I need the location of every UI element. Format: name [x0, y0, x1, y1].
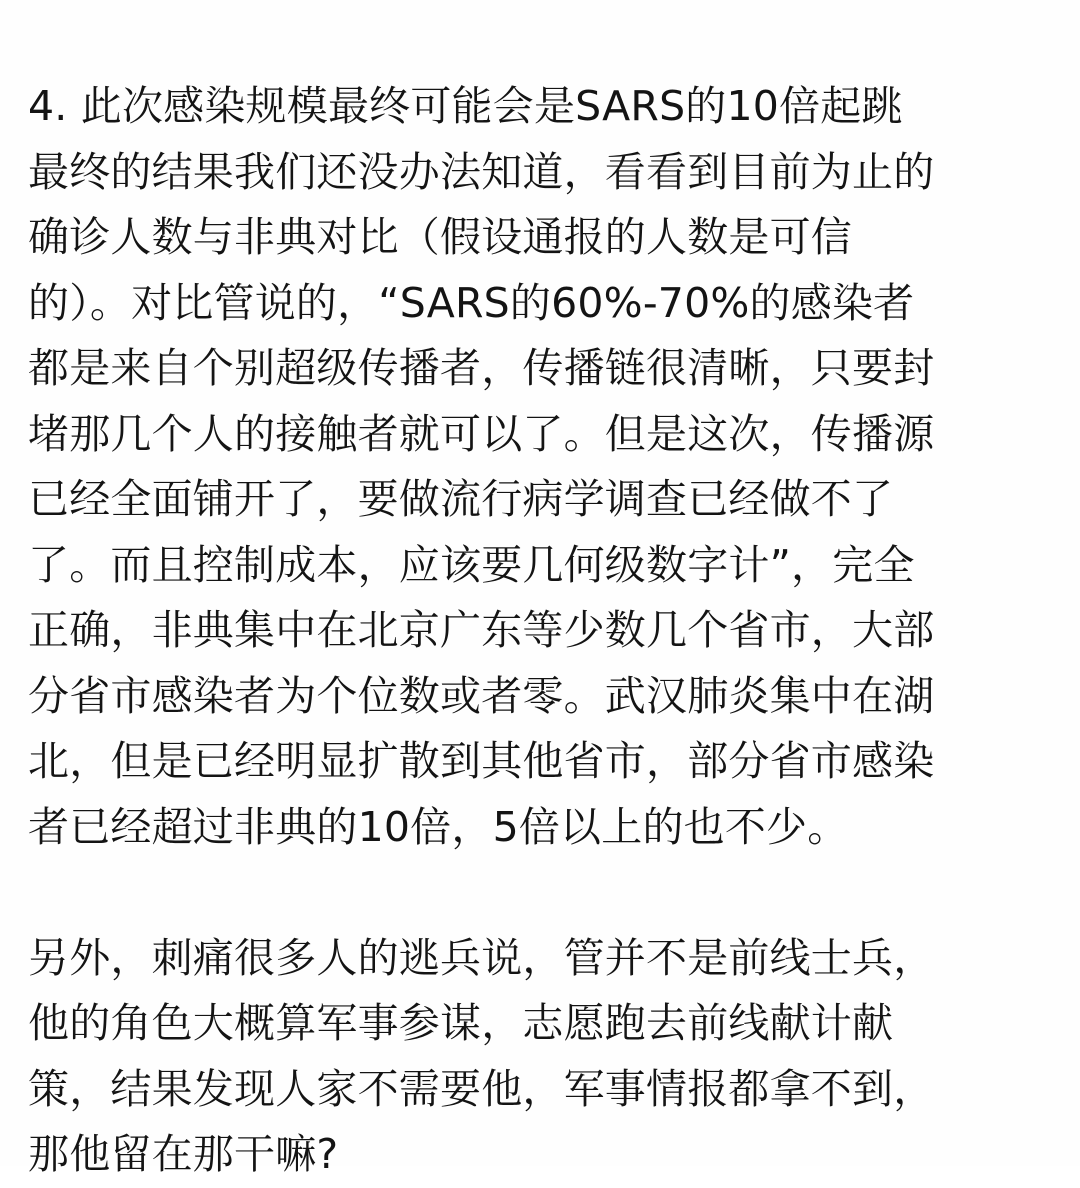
- text-line: 正确，非典集中在北京广东等少数几个省市，大部: [28, 606, 935, 654]
- text-line: 最终的结果我们还没办法知道，看看到目前为止的: [28, 147, 935, 196]
- text-line: 已经全面铺开了，要做流行病学调查已经做不了: [28, 475, 894, 523]
- text-line: 者已经超过非典的10倍，5倍以上的也不少。: [28, 802, 849, 851]
- text-line: 确诊人数与非典对比（假设通报的人数是可信: [28, 213, 852, 261]
- text-line: 策，结果发现人家不需要他，军事情报都拿不到，: [28, 1064, 935, 1113]
- paragraph-2: [28, 926, 1058, 1188]
- text-line: 都是来自个别超级传播者，传播链很清晰，只要封: [28, 344, 935, 392]
- paragraph-spacer: [28, 860, 1058, 926]
- text-line: 他的角色大概算军事参谋，志愿跑去前线献计献: [28, 999, 894, 1047]
- text-line: 另外，刺痛很多人的逃兵说，管并不是前线士兵，: [28, 933, 935, 982]
- text-line: 那他留在那干嘛?: [28, 1130, 339, 1178]
- text-line: 了。而且控制成本，应该要几何级数字计”，完全: [28, 540, 915, 589]
- text-line: 的）。对比管说的，“SARS的60%-70%的感染者: [28, 278, 915, 327]
- text-line: 北，但是已经明显扩散到其他省市，部分省市感染: [28, 737, 935, 785]
- text-line: 4. 此次感染规模最终可能会是SARS的10倍起跳: [28, 82, 903, 130]
- article-body: [28, 74, 1058, 1188]
- text-line: 分省市感染者为个位数或者零。武汉肺炎集中在湖: [28, 671, 935, 720]
- text-line: 堵那几个人的接触者就可以了。但是这次，传播源: [28, 409, 935, 458]
- paragraph-1: [28, 74, 1058, 860]
